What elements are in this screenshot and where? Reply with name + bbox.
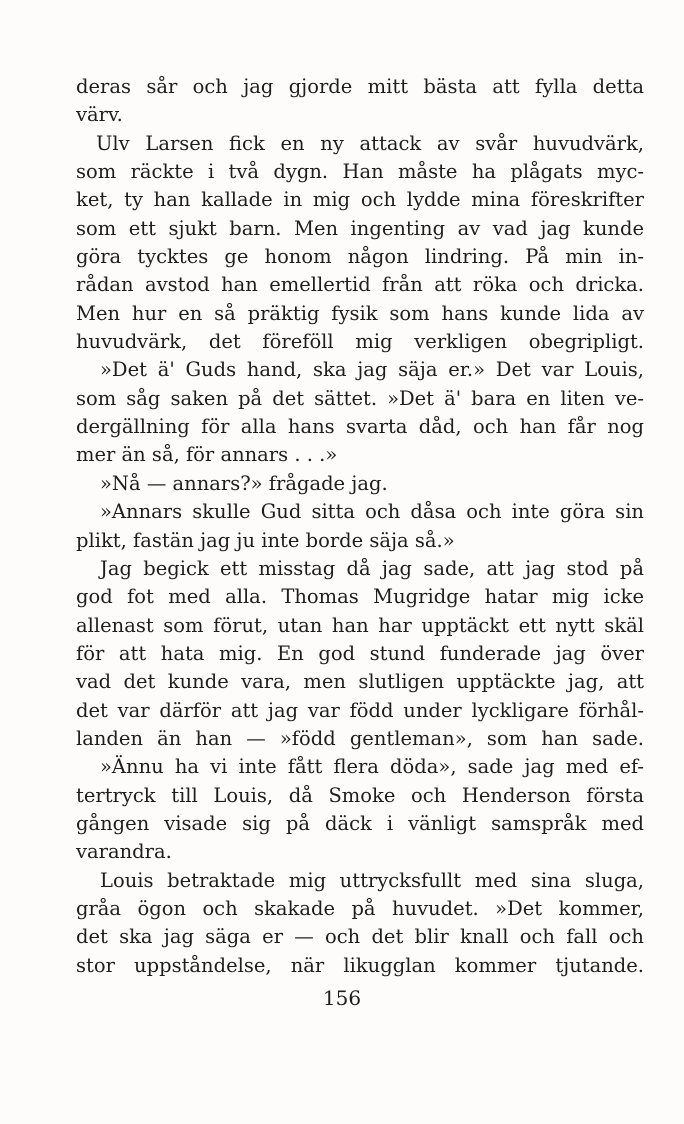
text-line: tertryck till Louis, då Smoke och Henderson första: [76, 783, 644, 807]
text-line: värv.: [76, 103, 123, 127]
text-line: huvudvärk, det föreföll mig verkligen obegripligt.: [76, 330, 644, 354]
text-line: som såg saken på det sättet. »Det ä' bara en liten ve-: [76, 386, 644, 410]
text-line: allenast som förut, utan han har upptäckt ett nytt skäl: [76, 613, 644, 637]
body-text: [76, 73, 644, 980]
text-line: rådan avstod han emellertid från att röka och dricka.: [76, 273, 644, 297]
text-line: det ska jag säga er — och det blir knall och fall och: [76, 925, 644, 949]
text-line: dergällning för alla hans svarta dåd, och han får nog: [76, 415, 644, 439]
text-line: göra tycktes ge honom någon lindring. På min in-: [76, 245, 644, 269]
text-line: deras sår och jag gjorde mitt bästa att fylla detta: [76, 75, 644, 98]
text-line: varandra.: [76, 840, 172, 864]
text-line: stor uppståndelse, när likugglan kommer tjutande.: [76, 953, 644, 977]
text-line: »Annars skulle Gud sitta och dåsa och inte göra sin: [100, 500, 644, 524]
text-line: Louis betraktade mig uttrycksfullt med sina sluga,: [100, 868, 644, 892]
text-line: ket, ty han kallade in mig och lydde mina föreskrifter: [76, 188, 644, 212]
text-line: god fot med alla. Thomas Mugridge hatar mig icke: [76, 585, 644, 609]
text-line: »Nå — annars?» frågade jag.: [100, 471, 388, 495]
text-line: som ett sjukt barn. Men ingenting av vad jag kunde: [76, 216, 644, 240]
text-line: det var därför att jag var född under lyckligare förhål-: [76, 698, 644, 722]
text-line: mer än så, för annars . . .»: [76, 443, 338, 467]
text-line: vad det kunde vara, men slutligen upptäckte jag, att: [76, 670, 644, 694]
text-line: Jag begick ett misstag då jag sade, att jag stod på: [100, 556, 644, 580]
page-number: 156: [322, 986, 362, 1010]
text-line: gången visade sig på däck i vänligt samspråk med: [76, 811, 644, 835]
text-line: för att hata mig. En god stund funderade jag över: [76, 641, 644, 665]
text-line: landen än han — »född gentleman», som han sade.: [76, 726, 644, 750]
text-line: som räckte i två dygn. Han måste ha plågats myc-: [76, 160, 644, 184]
text-line: Men hur en så präktig fysik som hans kunde lida av: [76, 301, 644, 325]
text-line: »Det ä' Guds hand, ska jag säja er.» Det var Louis,: [100, 358, 644, 382]
text-line: »Ännu ha vi inte fått flera döda», sade jag med ef-: [100, 755, 644, 779]
text-line: plikt, fastän jag ju inte borde säja så.»: [76, 528, 455, 552]
text-line: Ulv Larsen fick en ny attack av svår huvudvärk,: [96, 131, 644, 155]
text-line: gråa ögon och skakade på huvudet. »Det kommer,: [76, 896, 644, 920]
